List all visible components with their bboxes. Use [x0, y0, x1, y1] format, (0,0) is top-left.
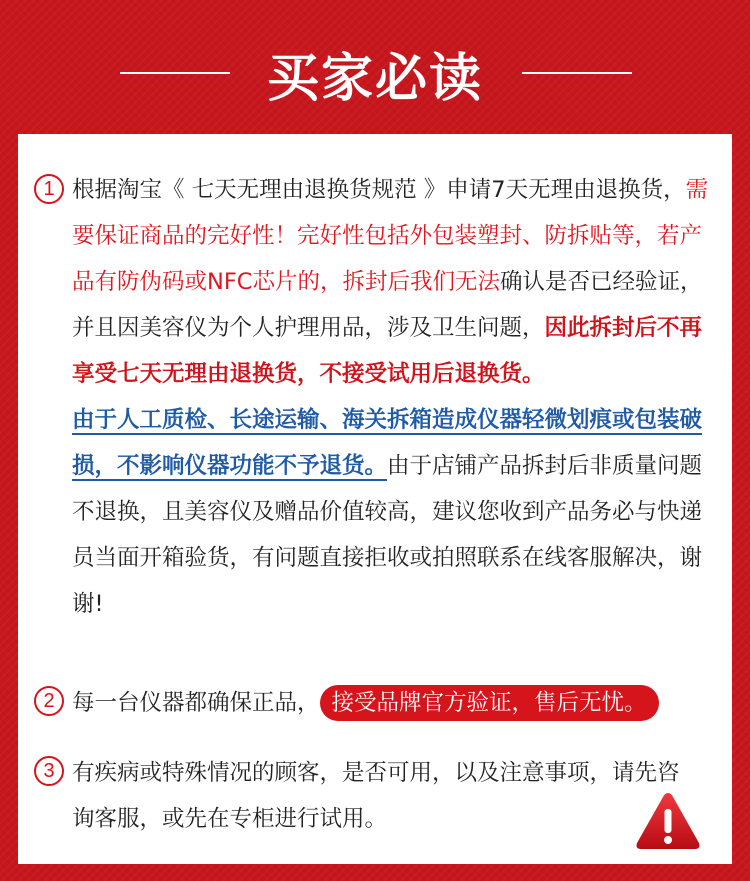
header-divider-right [522, 72, 632, 74]
item-number-1: 1 [34, 174, 64, 204]
item1-intro: 根据淘宝《 七天无理由退换货规范 》申请7天无理由退换货， [72, 177, 686, 203]
notice-item-1 [72, 167, 710, 627]
item-number-2: 2 [34, 686, 64, 716]
page-title: 买家必读 [266, 49, 483, 109]
warning-triangle-icon [634, 790, 702, 852]
item1-inspection-advice: 由于店铺产品拆封后非质量问题不退换，且美容仪及赠品价值较高，建议您收到产品务必与快递员当面开箱验货，有问题直接拒收或拍照联系在线客服解决，谢谢! [72, 453, 703, 617]
notice-item-2 [72, 680, 710, 726]
official-verification-badge: 接受品牌官方验证，售后无忧。 [320, 685, 659, 721]
item1-no-return-policy: 因此拆封后不再享受七天无理由退换货，不接受试用后退换货。 [72, 315, 703, 387]
notice-card [18, 134, 732, 864]
item1-scratch-policy: 由于人工质检、长途运输、海关拆箱造成仪器轻微划痕或包装破损，不影响仪器功能不予退货。 [72, 407, 703, 479]
header [0, 0, 750, 130]
item3-consult-note: 有疾病或特殊情况的顾客，是否可用，以及注意事项，请先咨询客服，或先在专柜进行试用。 [72, 760, 680, 832]
notice-item-3 [72, 750, 698, 842]
item-number-3: 3 [34, 756, 64, 786]
item1-hygiene-note: 确认是否已经验证，并且因美容仪为个人护理用品，涉及卫生问题， [72, 269, 703, 341]
item1-integrity-requirement: 需要保证商品的完好性！完好性包括外包装塑封、防拆贴等，若产品有防伪码或NFC芯片的，拆封后我们无法 [72, 177, 709, 295]
item2-authentic-note: 每一台仪器都确保正品， [72, 690, 320, 716]
